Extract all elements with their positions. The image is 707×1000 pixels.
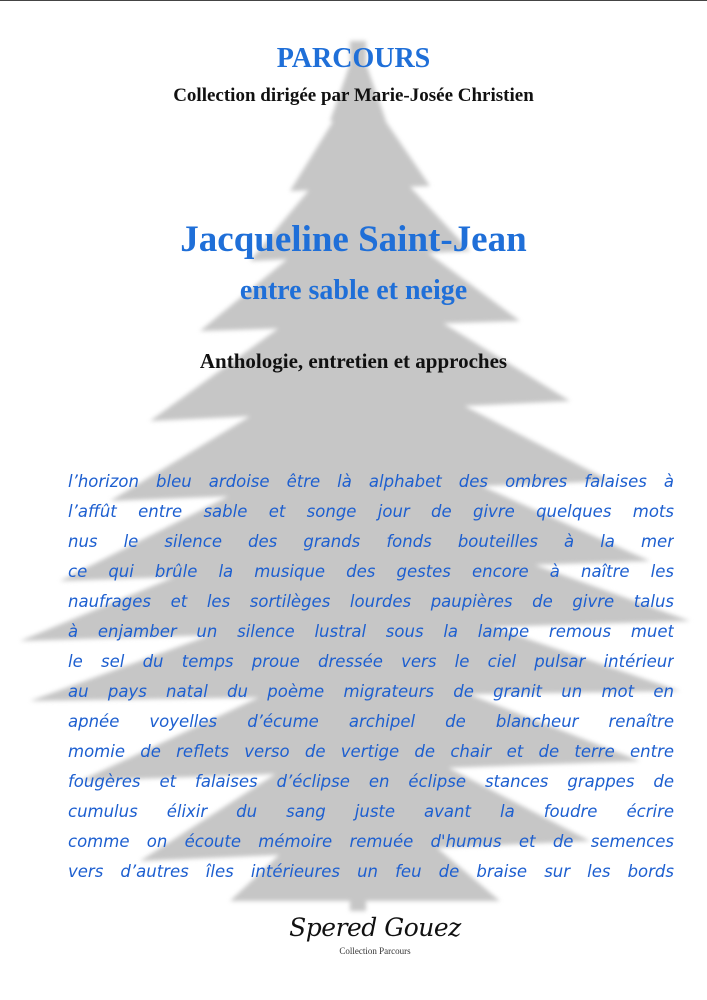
poem-line: fougères et falaises d’éclipse en éclipse stances grappes de: [68, 772, 674, 791]
book-subtitle: entre sable et neige: [239, 275, 468, 306]
poem-line: apnée voyelles d’écume archipel de blancheur renaître: [68, 712, 674, 731]
poem-line: le sel du temps proue dressée vers le ciel pulsar intérieur: [68, 652, 674, 671]
poem-line: naufrages et les sortilèges lourdes paupières de givre talus: [68, 592, 674, 611]
publisher-collection: Collection Parcours: [339, 946, 411, 956]
poem-line: au pays natal du poème migrateurs de granit un mot en: [68, 682, 674, 701]
publisher-name: Spered Gouez: [289, 913, 461, 942]
poem-line: ce qui brûle la musique des gestes encore à naître les: [68, 562, 674, 581]
book-genre: Anthologie, entretien et approches: [199, 349, 508, 373]
poem-line: à enjamber un silence lustral sous la lampe remous muet: [68, 622, 674, 641]
poem-line: cumulus élixir du sang juste avant la foudre écrire: [68, 802, 674, 821]
poem-line: l’affût entre sable et songe jour de givre quelques mots: [68, 502, 674, 521]
series-title: PARCOURS: [276, 43, 431, 74]
publisher-logo: [270, 913, 480, 957]
collection-director: Collection dirigée par Marie-Josée Christien: [173, 85, 534, 106]
poem-line: l’horizon bleu ardoise être là alphabet des ombres falaises à: [68, 472, 674, 491]
poem-line: comme on écoute mémoire remuée d'humus et de semences: [68, 832, 674, 851]
poem-line: vers d’autres îles intérieures un feu de braise sur les bords: [68, 862, 674, 881]
poem-line: momie de reflets verso de vertige de chair et de terre entre: [68, 742, 674, 761]
poem-phrases: [68, 467, 674, 887]
poem-line: nus le silence des grands fonds bouteilles à la mer: [68, 532, 674, 551]
author-name: Jacqueline Saint-Jean: [180, 219, 527, 260]
